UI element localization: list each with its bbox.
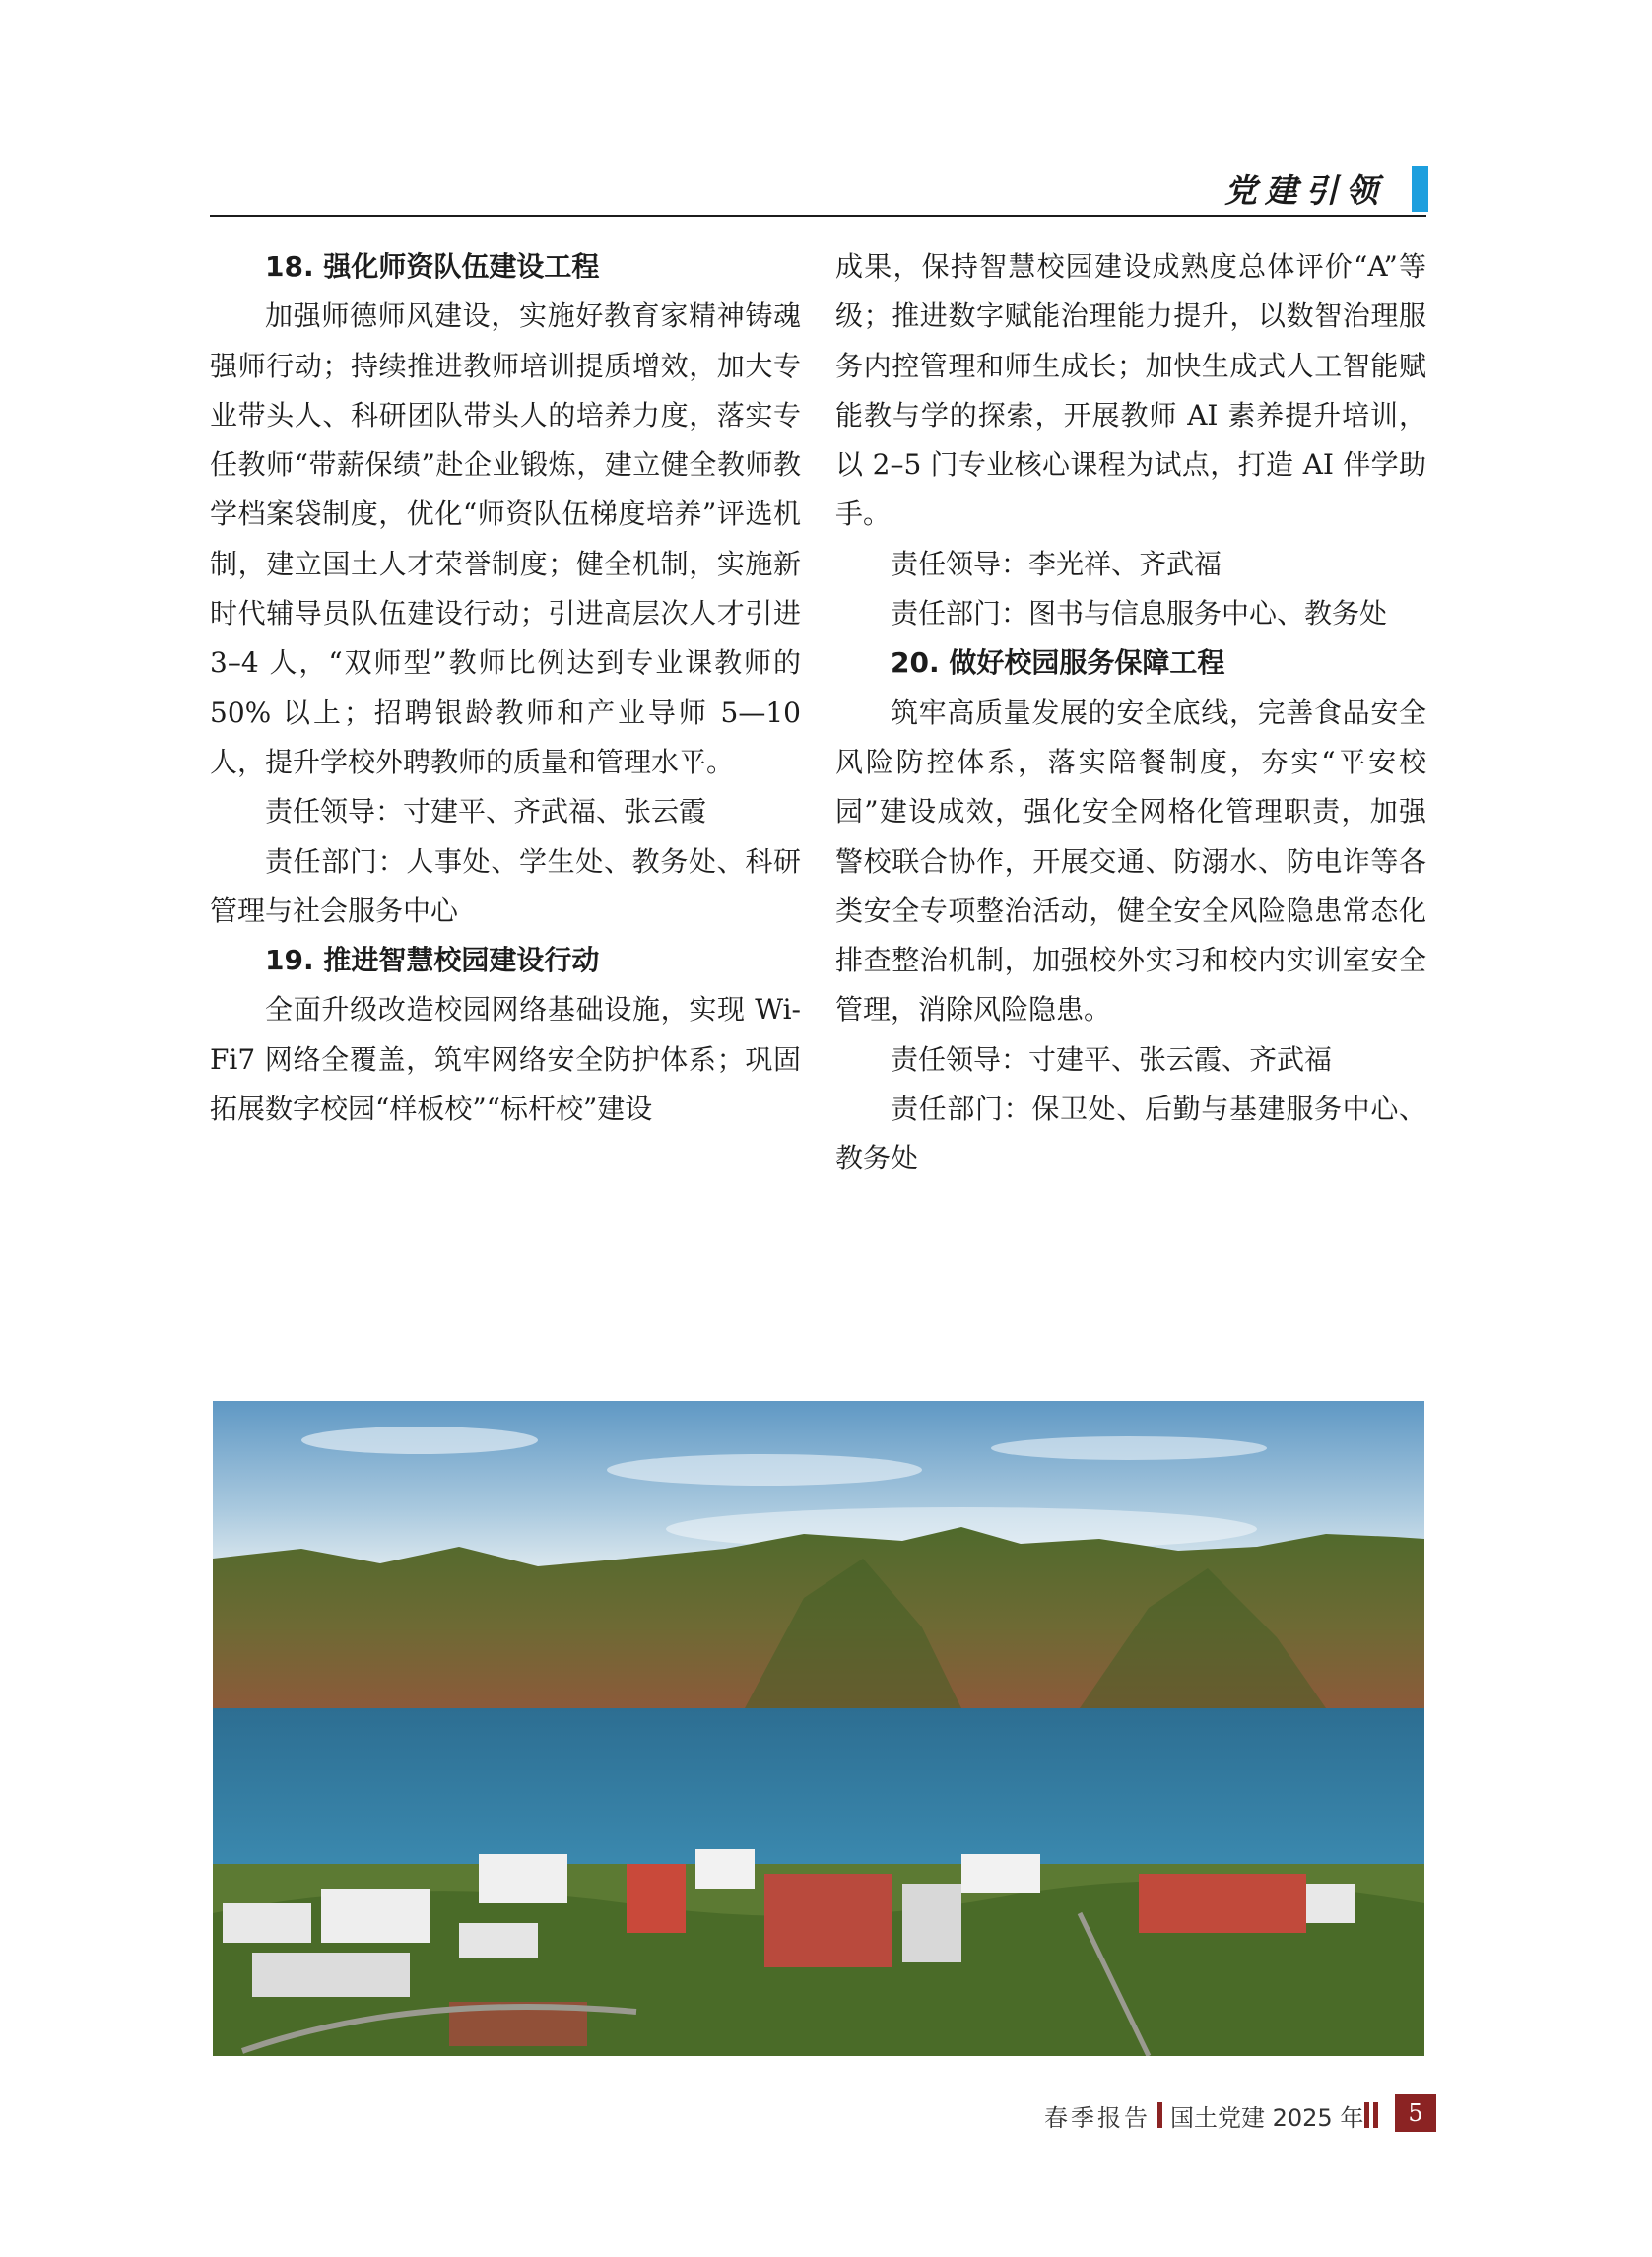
footer-bar-1 [1364, 2102, 1369, 2128]
section-accent-bar [1412, 166, 1428, 212]
footer-publication: 国土党建 2025 年 [1170, 2104, 1364, 2132]
footer-separator [1157, 2102, 1162, 2128]
campus-lake-photo [213, 1401, 1424, 2056]
section-18-body: 加强师德师风建设，实施好教育家精神铸魂强师行动；持续推进教师培训提质增效，加大专业带头人、科研团队带头人的培养力度，落实专任教师“带薪保绩”赴企业锻炼，建立健全教师教学档案袋制度，优化“师资队伍梯度培养”评选机制，建立国土人才荣誉制度；健全机制，实施新时代辅导员队伍建设行动；引进高层次人才引进 3–4 人，“双师型”教师比例达到专业课教师的 50% 以上；招聘银龄教师和产业导师 5—10 人，提升学校外聘教师的质量和管理水平。 [210, 299, 801, 778]
section-18-leaders: 责任领导：寸建平、齐武福、张云霞 [265, 795, 707, 829]
section-title: 党建引领 [1224, 171, 1386, 210]
footer-season: 春季报告 [1044, 2104, 1151, 2132]
left-column [210, 242, 801, 1134]
section-20-leaders: 责任领导：寸建平、张云霞、齐武福 [891, 1042, 1333, 1076]
section-19-body-end: 成果，保持智慧校园建设成熟度总体评价“A”等级；推进数字赋能治理能力提升，以数智治理服务内控管理和师生成长；加快生成式人工智能赋能教与学的探索，开展教师 AI 素养提升培训，以 2–5 门专业核心课程为试点，打造 AI 伴学助手。 [835, 250, 1426, 531]
page-number: 5 [1395, 2094, 1436, 2132]
right-column [835, 242, 1426, 1184]
header-divider [210, 215, 1426, 217]
section-20-departments: 责任部门：保卫处、后勤与基建服务中心、教务处 [835, 1093, 1426, 1175]
section-19-departments: 责任部门：图书与信息服务中心、教务处 [891, 597, 1388, 631]
section-18-heading: 18. 强化师资队伍建设工程 [265, 250, 600, 283]
section-19-body-start: 全面升级改造校园网络基础设施，实现 Wi-Fi7 网络全覆盖，筑牢网络安全防护体系；巩固拓展数字校园“样板校”“标杆校”建设 [210, 993, 801, 1126]
section-19-heading: 19. 推进智慧校园建设行动 [265, 944, 600, 977]
footer-bar-2 [1373, 2102, 1378, 2128]
section-18-departments: 责任部门：人事处、学生处、教务处、科研管理与社会服务中心 [210, 844, 801, 927]
section-19-leaders: 责任领导：李光祥、齐武福 [891, 547, 1222, 580]
section-20-heading: 20. 做好校园服务保障工程 [891, 646, 1225, 680]
section-20-body: 筑牢高质量发展的安全底线，完善食品安全风险防控体系，落实陪餐制度，夯实“平安校园”建设成效，强化安全网格化管理职责，加强警校联合协作，开展交通、防溺水、防电诈等各类安全专项整治活动，健全安全风险隐患常态化排查整治机制，加强校外实习和校内实训室安全管理，消除风险隐患。 [835, 696, 1426, 1027]
